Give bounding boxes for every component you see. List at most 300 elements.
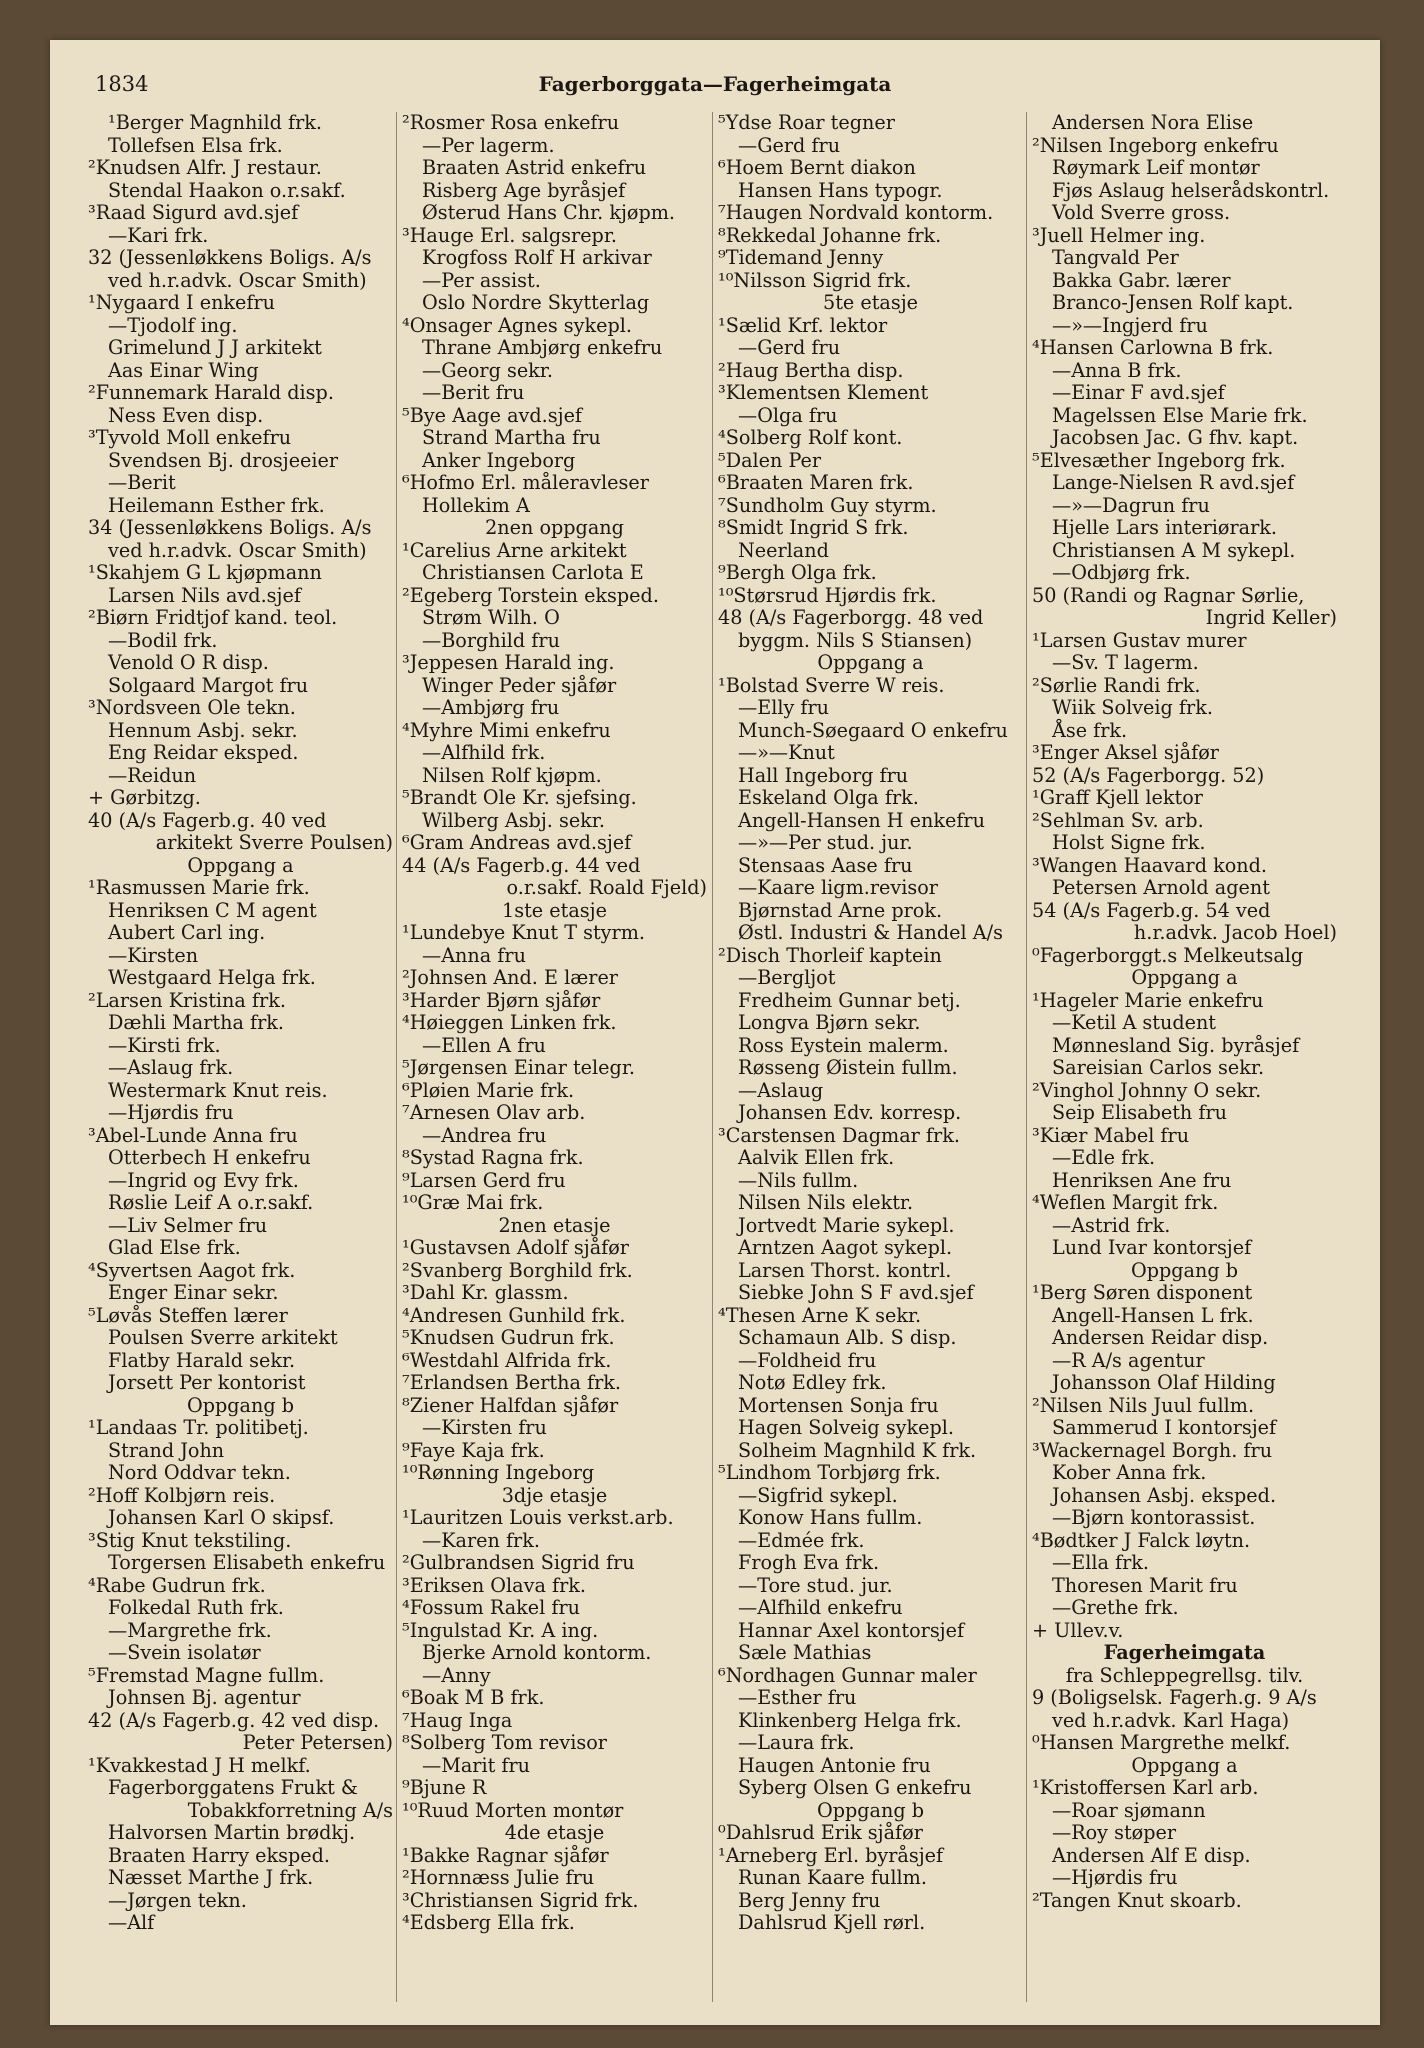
directory-entry: Tangvald Per xyxy=(1052,246,1179,269)
directory-entry: ³Nordsveen Ole tekn. xyxy=(88,696,296,719)
directory-entry: Johansen Asbj. eksped. xyxy=(1052,1483,1277,1507)
directory-entry: 32 (Jessenløkkens Boligs. A/s xyxy=(88,246,372,269)
directory-entry: Lange-Nielsen R avd.sjef xyxy=(1052,471,1295,494)
directory-entry: 9 (Boligselsk. Fagerh.g. 9 A/s xyxy=(1032,1686,1317,1709)
directory-entry: —Bergljot xyxy=(738,966,836,989)
column-2 xyxy=(402,112,707,1935)
section-heading: 4de etasje xyxy=(504,1821,605,1844)
directory-entry: ²Haug Bertha disp. xyxy=(718,358,904,382)
directory-entry: ⁰Dahlsrud Erik sjåfør xyxy=(718,1821,923,1844)
directory-entry: ⁵Lindhom Torbjørg frk. xyxy=(718,1461,941,1484)
directory-entry: Ross Eystein malerm. xyxy=(738,1033,949,1057)
column-divider xyxy=(396,112,397,2002)
directory-entry: ⁵Løvås Steffen lærer xyxy=(88,1303,288,1327)
directory-entry: Lund Ivar kontorsjef xyxy=(1052,1236,1252,1259)
directory-entry: ⁸Ziener Halfdan sjåfør xyxy=(402,1393,619,1417)
directory-entry: Peter Petersen) xyxy=(242,1731,393,1754)
section-heading: 5te etasje xyxy=(822,291,919,314)
directory-entry: —»—Dagrun fru xyxy=(1052,493,1210,517)
directory-entry: Solgaard Margot fru xyxy=(108,673,309,697)
directory-entry: —Liv Selmer fru xyxy=(108,1213,268,1237)
directory-entry: ³Carstensen Dagmar frk. xyxy=(718,1123,960,1147)
directory-entry: Wiik Solveig frk. xyxy=(1052,696,1213,719)
directory-entry: —Edle frk. xyxy=(1052,1146,1156,1169)
directory-entry: —Tore stud. jur. xyxy=(738,1573,893,1597)
directory-entry: Strand John xyxy=(108,1438,225,1462)
directory-entry: Eskeland Olga frk. xyxy=(738,786,919,809)
directory-entry: Røslie Leif A o.r.sakf. xyxy=(108,1191,314,1214)
directory-entry: ¹⁰Nilsson Sigrid frk. xyxy=(718,268,912,292)
directory-entry: Wilberg Asbj. sekr. xyxy=(422,808,605,832)
directory-entry: —Nils fullm. xyxy=(738,1168,859,1192)
directory-entry: Poulsen Sverre arkitekt xyxy=(108,1326,338,1349)
directory-entry: Jacobsen Jac. G fhv. kapt. xyxy=(1052,426,1299,449)
directory-entry: Neerland xyxy=(738,538,829,562)
directory-entry: ⁰Hansen Margrethe melkf. xyxy=(1032,1731,1291,1754)
directory-entry: ⁶Westdahl Alfrida frk. xyxy=(402,1348,612,1372)
directory-entry: ²Johnsen And. E lærer xyxy=(402,966,618,989)
directory-entry: 40 (A/s Fagerb.g. 40 ved xyxy=(88,808,327,832)
directory-entry: + Ullev.v. xyxy=(1032,1618,1124,1642)
directory-entry: —Ellen A fru xyxy=(422,1033,546,1057)
directory-entry: Kober Anna frk. xyxy=(1052,1461,1207,1484)
directory-entry: Eng Reidar eksped. xyxy=(108,741,299,764)
directory-entry: ¹Skahjem G L kjøpmann xyxy=(88,561,322,584)
directory-entry: ⁷Sundholm Guy styrm. xyxy=(718,493,937,517)
directory-entry: —Gerd fru xyxy=(738,133,841,157)
directory-entry: Otterbech H enkefru xyxy=(108,1146,311,1169)
directory-entry: ²Larsen Kristina frk. xyxy=(88,988,286,1012)
directory-entry: ⁵Jørgensen Einar telegr. xyxy=(402,1056,635,1079)
directory-entry: ⁴Hansen Carlowna B frk. xyxy=(1032,336,1274,359)
directory-entry: Andersen Alf E disp. xyxy=(1052,1843,1251,1867)
directory-entry: ³Tyvold Moll enkefru xyxy=(88,426,292,449)
directory-entry: —Tjodolf ing. xyxy=(108,313,238,337)
directory-entry: —Aslaug xyxy=(738,1078,824,1102)
directory-page xyxy=(50,40,1380,2025)
directory-entry: —Kirsti frk. xyxy=(108,1033,221,1057)
directory-entry: —Roy støper xyxy=(1052,1821,1177,1844)
directory-entry: —Kirsten xyxy=(108,943,199,967)
directory-entry: byggm. Nils S Stiansen) xyxy=(738,628,973,652)
directory-entry: ¹Bolstad Sverre W reis. xyxy=(718,673,945,697)
directory-entry: —Alfhild enkefru xyxy=(738,1596,903,1619)
directory-entry: Fredheim Gunnar betj. xyxy=(738,988,961,1012)
directory-entry: —Edmée frk. xyxy=(738,1528,865,1552)
directory-entry: Andersen Reidar disp. xyxy=(1052,1326,1269,1349)
section-heading: Oppgang a xyxy=(817,651,924,674)
section-heading: fra Schleppegrellsg. tilv. xyxy=(1065,1663,1304,1687)
directory-entry: —Berit xyxy=(108,471,176,494)
directory-entry: ⁴Rabe Gudrun frk. xyxy=(88,1573,266,1597)
directory-entry: —Alfhild frk. xyxy=(422,741,546,764)
directory-entry: Dæhli Martha frk. xyxy=(108,1011,285,1034)
directory-entry: Westgaard Helga frk. xyxy=(108,966,316,989)
directory-entry: ⁴Fossum Rakel fru xyxy=(402,1596,581,1619)
directory-entry: Schamaun Alb. S disp. xyxy=(738,1326,957,1349)
directory-entry: Larsen Thorst. kontrl. xyxy=(738,1258,952,1282)
directory-entry: Solheim Magnhild K frk. xyxy=(738,1438,977,1462)
directory-entry: Anker Ingeborg xyxy=(422,448,576,472)
directory-entry: ⁴Andresen Gunhild frk. xyxy=(402,1303,626,1327)
directory-entry: 54 (A/s Fagerb.g. 54 ved xyxy=(1032,898,1271,922)
directory-entry: —Ella frk. xyxy=(1052,1551,1150,1574)
directory-entry: —Georg sekr. xyxy=(422,358,553,382)
directory-entry: Jorsett Per kontorist xyxy=(108,1371,306,1394)
directory-entry: Hansen Hans typogr. xyxy=(738,178,943,202)
directory-entry: Røsseng Øistein fullm. xyxy=(738,1056,958,1079)
section-heading: Oppgang a xyxy=(1131,966,1238,989)
directory-entry: Aubert Carl ing. xyxy=(108,921,266,944)
directory-entry: ²Biørn Fridtjof kand. teol. xyxy=(88,606,338,629)
directory-entry: —Einar F avd.sjef xyxy=(1052,381,1225,404)
directory-entry: Østerud Hans Chr. kjøpm. xyxy=(422,201,676,224)
directory-entry: ⁹Faye Kaja frk. xyxy=(402,1438,545,1462)
directory-entry: ³Harder Bjørn sjåfør xyxy=(402,988,601,1012)
directory-entry: Aas Einar Wing xyxy=(108,358,259,382)
directory-entry: —Kari frk. xyxy=(108,223,209,247)
directory-entry: ²Rosmer Rosa enkefru xyxy=(402,111,620,134)
directory-entry: Hollekim A xyxy=(422,493,530,517)
directory-entry: Braaten Harry eksped. xyxy=(108,1843,330,1867)
directory-entry: ⁶Gram Andreas avd.sjef xyxy=(402,831,632,854)
directory-entry: —Per assist. xyxy=(422,268,541,292)
directory-entry: ⁷Haug Inga xyxy=(402,1708,513,1732)
directory-entry: Braaten Astrid enkefru xyxy=(422,156,647,179)
directory-entry: Johansen Karl O skipsf. xyxy=(108,1506,335,1529)
directory-entry: Strand Martha fru xyxy=(422,426,601,449)
directory-entry: ⁷Arnesen Olav arb. xyxy=(402,1101,586,1124)
directory-entry: —Svein isolatør xyxy=(108,1641,261,1664)
directory-entry: Folkedal Ruth frk. xyxy=(108,1596,284,1619)
directory-entry: Magelssen Else Marie frk. xyxy=(1052,403,1308,427)
directory-entry: Angell-Hansen H enkefru xyxy=(738,808,985,832)
directory-entry: ¹Nygaard I enkefru xyxy=(88,291,276,314)
directory-entry: ²Vinghol Johnny O sekr. xyxy=(1032,1078,1262,1102)
directory-entry: ³Dahl Kr. glassm. xyxy=(402,1281,569,1304)
directory-entry: Bjørnstad Arne prok. xyxy=(738,898,943,922)
directory-entry: Johnsen Bj. agentur xyxy=(108,1686,301,1709)
directory-entry: Venold O R disp. xyxy=(108,651,269,674)
directory-entry: —»—Knut xyxy=(738,741,835,764)
directory-entry: Heilemann Esther frk. xyxy=(108,493,325,517)
directory-entry: Røymark Leif montør xyxy=(1052,156,1260,179)
directory-entry: Svendsen Bj. drosjeeier xyxy=(108,448,339,472)
directory-entry: —Sigfrid sykepl. xyxy=(738,1483,898,1507)
directory-entry: Hjelle Lars interiørark. xyxy=(1052,516,1277,539)
directory-entry: Torgersen Elisabeth enkefru xyxy=(108,1551,386,1574)
directory-entry: —Laura frk. xyxy=(738,1731,855,1754)
directory-entry: Strøm Wilh. O xyxy=(422,606,560,629)
directory-entry: Stendal Haakon o.r.sakf. xyxy=(108,178,346,202)
directory-entry: —Roar sjømann xyxy=(1052,1798,1206,1822)
section-heading: 2nen oppgang xyxy=(485,516,624,539)
directory-entry: Larsen Nils avd.sjef xyxy=(108,583,301,607)
section-heading: Fagerheimgata xyxy=(1103,1641,1266,1664)
directory-entry: ¹Carelius Arne arkitekt xyxy=(402,538,627,562)
directory-entry: ⁴Myhre Mimi enkefru xyxy=(402,718,611,742)
directory-entry: ²Svanberg Borghild frk. xyxy=(402,1258,633,1282)
directory-entry: —Grethe frk. xyxy=(1052,1596,1179,1619)
directory-entry: Grimelund J J arkitekt xyxy=(108,336,322,359)
directory-entry: ⁷Erlandsen Bertha frk. xyxy=(402,1371,621,1394)
directory-entry: ¹⁰Ruud Morten montør xyxy=(402,1798,624,1822)
directory-entry: ³Hauge Erl. salgsrepr. xyxy=(402,223,617,247)
directory-entry: —Kirsten fru xyxy=(422,1416,547,1439)
directory-entry: —Gerd fru xyxy=(738,336,841,359)
directory-entry: —Andrea fru xyxy=(422,1123,547,1147)
directory-entry: ⁵Fremstad Magne fullm. xyxy=(88,1663,325,1687)
directory-entry: ⁵Knudsen Gudrun frk. xyxy=(402,1326,615,1349)
directory-entry: Ingrid Keller) xyxy=(1205,606,1337,629)
directory-entry: —Reidun xyxy=(108,763,197,787)
directory-entry: Longva Bjørn sekr. xyxy=(738,1011,921,1034)
directory-entry: Enger Einar sekr. xyxy=(108,1281,279,1304)
directory-entry: —»—Per stud. jur. xyxy=(738,831,913,854)
directory-entry: ⁶Boak M B frk. xyxy=(402,1686,545,1709)
directory-entry: ⁸Systad Ragna frk. xyxy=(402,1146,584,1169)
directory-entry: Hagen Solveig sykepl. xyxy=(738,1416,954,1439)
directory-entry: Tollefsen Elsa frk. xyxy=(108,133,283,157)
directory-entry: Stensaas Aase fru xyxy=(738,853,913,877)
section-heading: Oppgang b xyxy=(816,1798,925,1822)
directory-entry: Seip Elisabeth fru xyxy=(1052,1101,1228,1124)
directory-entry: ⁹Larsen Gerd fru xyxy=(402,1168,566,1192)
section-heading: Oppgang b xyxy=(186,1393,295,1417)
directory-entry: —Bodil frk. xyxy=(108,628,218,652)
directory-entry: Henriksen C M agent xyxy=(108,898,317,922)
directory-entry: Runan Kaare fullm. xyxy=(738,1866,927,1889)
directory-entry: ³Juell Helmer ing. xyxy=(1032,223,1206,247)
directory-entry: Syberg Olsen G enkefru xyxy=(738,1776,972,1799)
directory-entry: Åse frk. xyxy=(1052,718,1128,742)
directory-entry: Arntzen Aagot sykepl. xyxy=(738,1236,953,1259)
directory-entry: ¹⁰Græ Mai frk. xyxy=(402,1191,544,1214)
directory-entry: ⁸Solberg Tom revisor xyxy=(402,1731,607,1754)
directory-entry: ³Jeppesen Harald ing. xyxy=(402,651,615,674)
directory-entry: Notø Edley frk. xyxy=(738,1371,887,1394)
directory-entry: Petersen Arnold agent xyxy=(1052,876,1270,899)
directory-entry: Johansen Edv. korresp. xyxy=(738,1101,962,1124)
directory-entry: ²Hoff Kolbjørn reis. xyxy=(88,1483,276,1507)
section-heading: 3dje etasje xyxy=(501,1483,608,1507)
directory-entry: —Ambjørg fru xyxy=(422,696,560,719)
directory-entry: ¹Kristoffersen Karl arb. xyxy=(1032,1776,1259,1799)
directory-entry: ²Knudsen Alfr. J restaur. xyxy=(88,156,322,179)
directory-entry: ⁹Bjune R xyxy=(402,1776,487,1799)
directory-entry: ¹Lundebye Knut T styrm. xyxy=(402,921,645,944)
directory-entry: 34 (Jessenløkkens Boligs. A/s xyxy=(88,516,372,539)
directory-entry: 52 (A/s Fagerborgg. 52) xyxy=(1032,763,1265,787)
directory-entry: Glad Else frk. xyxy=(108,1236,241,1259)
directory-entry: —Marit fru xyxy=(422,1753,531,1777)
directory-entry: Frogh Eva frk. xyxy=(738,1551,880,1574)
directory-entry: Christiansen A M sykepl. xyxy=(1052,538,1296,562)
directory-entry: —Borghild fru xyxy=(422,628,560,652)
directory-entry: Sammerud I kontorsjef xyxy=(1052,1416,1277,1439)
directory-entry: —Bjørn kontorassist. xyxy=(1052,1506,1256,1529)
directory-entry: ¹Gustavsen Adolf sjåfør xyxy=(402,1236,629,1259)
directory-entry: Vold Sverre gross. xyxy=(1052,201,1231,224)
directory-entry: Angell-Hansen L frk. xyxy=(1052,1303,1254,1327)
directory-entry: —Per lagerm. xyxy=(422,133,555,157)
directory-entry: ⁹Tidemand Jenny xyxy=(718,246,884,269)
directory-entry: ³Abel-Lunde Anna fru xyxy=(88,1123,298,1147)
directory-entry: ¹Lauritzen Louis verkst.arb. xyxy=(402,1506,674,1529)
directory-entry: Thoresen Marit fru xyxy=(1052,1573,1238,1597)
section-heading: 1ste etasje xyxy=(502,898,607,922)
directory-entry: ³Enger Aksel sjåfør xyxy=(1032,741,1219,764)
directory-entry: ⁷Haugen Nordvald kontorm. xyxy=(718,201,994,224)
directory-entry: ²Egeberg Torstein eksped. xyxy=(402,583,659,607)
page-number: 1834 xyxy=(95,72,149,96)
directory-entry: ¹Sælid Krf. lektor xyxy=(718,313,888,337)
directory-entry: Krogfoss Rolf H arkivar xyxy=(422,246,652,269)
directory-entry: Risberg Age byråsjef xyxy=(422,178,626,202)
directory-entry: Østl. Industri & Handel A/s xyxy=(738,921,1003,944)
directory-entry: Siebke John S F avd.sjef xyxy=(738,1281,974,1304)
directory-entry: arkitekt Sverre Poulsen) xyxy=(155,831,393,854)
column-divider xyxy=(712,112,713,2002)
directory-entry: Hannar Axel kontorsjef xyxy=(738,1618,965,1642)
directory-entry: ved h.r.advk. Karl Haga) xyxy=(1052,1708,1290,1732)
directory-entry: ⁴Weflen Margit frk. xyxy=(1032,1191,1219,1214)
directory-entry: —Esther fru xyxy=(738,1686,857,1709)
directory-entry: Berg Jenny fru xyxy=(738,1888,881,1912)
directory-entry: ³Christiansen Sigrid frk. xyxy=(402,1888,639,1912)
directory-entry: —Olga fru xyxy=(738,403,838,427)
directory-entry: ³Raad Sigurd avd.sjef xyxy=(88,201,299,224)
directory-entry: Thrane Ambjørg enkefru xyxy=(422,336,663,359)
page-header xyxy=(50,72,1380,106)
directory-entry: Fjøs Aslaug helserådskontrl. xyxy=(1052,178,1330,202)
directory-entry: Sareisian Carlos sekr. xyxy=(1052,1056,1265,1079)
directory-entry: ²Nilsen Ingeborg enkefru xyxy=(1032,133,1279,157)
directory-entry: Nilsen Nils elektr. xyxy=(738,1191,914,1214)
directory-entry: ved h.r.advk. Oscar Smith) xyxy=(108,538,367,562)
page-title: Fagerborggata—Fagerheimgata xyxy=(538,72,892,96)
directory-entry: —Hjørdis fru xyxy=(1052,1866,1178,1889)
directory-entry: —Anny xyxy=(422,1663,491,1687)
directory-entry: ⁶Nordhagen Gunnar maler xyxy=(718,1663,977,1687)
directory-entry: ²Sehlman Sv. arb. xyxy=(1032,808,1204,832)
directory-entry: ⁰Fagerborggt.s Melkeutsalg xyxy=(1032,943,1304,967)
directory-entry: —R A/s agentur xyxy=(1052,1348,1205,1372)
directory-entry: ⁵Ingulstad Kr. A ing. xyxy=(402,1618,599,1642)
directory-entry: ⁸Rekkedal Johanne frk. xyxy=(718,223,942,247)
directory-entry: ³Eriksen Olava frk. xyxy=(402,1573,586,1597)
directory-entry: ⁴Syvertsen Aagot frk. xyxy=(88,1258,296,1282)
directory-entry: Johansson Olaf Hilding xyxy=(1052,1371,1276,1394)
directory-entry: ⁵Ydse Roar tegner xyxy=(718,111,895,134)
directory-entry: ⁴Høieggen Linken frk. xyxy=(402,1011,617,1034)
directory-entry: Haugen Antonie fru xyxy=(738,1753,931,1777)
section-heading: Oppgang b xyxy=(1130,1258,1239,1282)
directory-entry: Sæle Mathias xyxy=(738,1641,872,1664)
directory-entry: o.r.sakf. Roald Fjeld) xyxy=(506,876,707,899)
directory-entry: Andersen Nora Elise xyxy=(1052,111,1254,134)
directory-entry: ⁶Hofmo Erl. måleravleser xyxy=(402,471,649,494)
directory-entry: Mortensen Sonja fru xyxy=(738,1393,939,1417)
directory-entry: Fagerborggatens Frukt & xyxy=(108,1776,358,1799)
directory-entry: ³Klementsen Klement xyxy=(718,381,929,404)
directory-entry: Oslo Nordre Skytterlag xyxy=(422,291,650,314)
directory-entry: Nord Oddvar tekn. xyxy=(108,1461,291,1484)
directory-entry: —Ingrid og Evy frk. xyxy=(108,1168,299,1192)
directory-entry: —Elly fru xyxy=(738,696,830,719)
directory-entry: —Ketil A student xyxy=(1052,1011,1217,1034)
directory-entry: —Foldheid fru xyxy=(738,1348,877,1372)
directory-entry: ²Funnemark Harald disp. xyxy=(88,381,334,404)
directory-entry: Westermark Knut reis. xyxy=(108,1078,328,1102)
directory-entry: Næsset Marthe J frk. xyxy=(108,1866,314,1889)
directory-entry: ⁶Braaten Maren frk. xyxy=(718,471,914,494)
directory-entry: ²Nilsen Nils Juul fullm. xyxy=(1032,1393,1255,1417)
section-heading: Oppgang a xyxy=(187,853,294,877)
directory-entry: ³Wangen Haavard kond. xyxy=(1032,853,1267,877)
directory-entry: ³Kiær Mabel fru xyxy=(1032,1123,1190,1147)
directory-entry: Aalvik Ellen frk. xyxy=(738,1146,895,1169)
directory-entry: Branco-Jensen Rolf kapt. xyxy=(1052,291,1294,314)
column-1 xyxy=(88,112,393,1935)
directory-entry: ²Disch Thorleif kaptein xyxy=(718,943,942,967)
directory-entry: 42 (A/s Fagerb.g. 42 ved disp. xyxy=(88,1708,380,1732)
directory-entry: Bakka Gabr. lærer xyxy=(1052,268,1231,292)
directory-entry: Bjerke Arnold kontorm. xyxy=(422,1641,652,1664)
directory-entry: ¹Larsen Gustav murer xyxy=(1032,628,1247,652)
directory-entry: ³Wackernagel Borgh. fru xyxy=(1032,1438,1273,1462)
directory-entry: —Kaare ligm.revisor xyxy=(738,876,938,899)
directory-entry: ¹Rasmussen Marie frk. xyxy=(88,876,310,899)
directory-entry: Tobakkforretning A/s xyxy=(187,1798,393,1822)
directory-entry: —Margrethe frk. xyxy=(108,1618,272,1642)
directory-entry: ⁶Pløien Marie frk. xyxy=(402,1078,575,1102)
directory-entry: ⁴Onsager Agnes sykepl. xyxy=(402,313,632,337)
directory-entry: ¹⁰Rønning Ingeborg xyxy=(402,1461,595,1484)
column-divider xyxy=(1026,112,1027,2002)
directory-entry: —Karen frk. xyxy=(422,1528,540,1552)
directory-entry: ¹⁰Størsrud Hjørdis frk. xyxy=(718,583,937,607)
directory-entry: —Odbjørg frk. xyxy=(1052,561,1191,584)
directory-entry: ⁹Bergh Olga frk. xyxy=(718,561,877,584)
directory-entry: —Hjørdis fru xyxy=(108,1101,234,1124)
directory-entry: Halvorsen Martin brødkj. xyxy=(108,1821,356,1844)
directory-entry: —Jørgen tekn. xyxy=(108,1888,247,1912)
directory-entry: ²Sørlie Randi frk. xyxy=(1032,673,1201,697)
directory-entry: Hall Ingeborg fru xyxy=(738,763,909,787)
directory-entry: —Aslaug frk. xyxy=(108,1056,234,1079)
directory-entry: ¹Berger Magnhild frk. xyxy=(108,111,322,134)
directory-entry: 44 (A/s Fagerb.g. 44 ved xyxy=(402,853,641,877)
directory-entry: ⁵Bye Aage avd.sjef xyxy=(402,403,583,427)
directory-entry: ⁶Hoem Bernt diakon xyxy=(718,156,916,179)
directory-entry: ⁴Thesen Arne K sekr. xyxy=(718,1303,922,1327)
directory-entry: —»—Ingjerd fru xyxy=(1052,313,1208,337)
directory-entry: ⁵Elvesæther Ingeborg frk. xyxy=(1032,448,1286,472)
directory-entry: Holst Signe frk. xyxy=(1052,831,1206,854)
directory-entry: ⁴Solberg Rolf kont. xyxy=(718,426,903,449)
directory-entry: ¹Landaas Tr. politibetj. xyxy=(88,1416,309,1439)
directory-entry: ²Tangen Knut skoarb. xyxy=(1032,1888,1242,1912)
directory-entry: ⁴Edsberg Ella frk. xyxy=(402,1911,575,1934)
directory-entry: ³Stig Knut tekstiling. xyxy=(88,1528,292,1552)
directory-entry: ²Gulbrandsen Sigrid fru xyxy=(402,1551,635,1574)
directory-entry: —Anna fru xyxy=(422,943,526,967)
directory-entry: Winger Peder sjåfør xyxy=(422,673,617,697)
directory-entry: ⁵Dalen Per xyxy=(718,448,822,472)
directory-entry: + Gørbitzg. xyxy=(88,786,201,809)
directory-entry: Flatby Harald sekr. xyxy=(108,1348,296,1372)
